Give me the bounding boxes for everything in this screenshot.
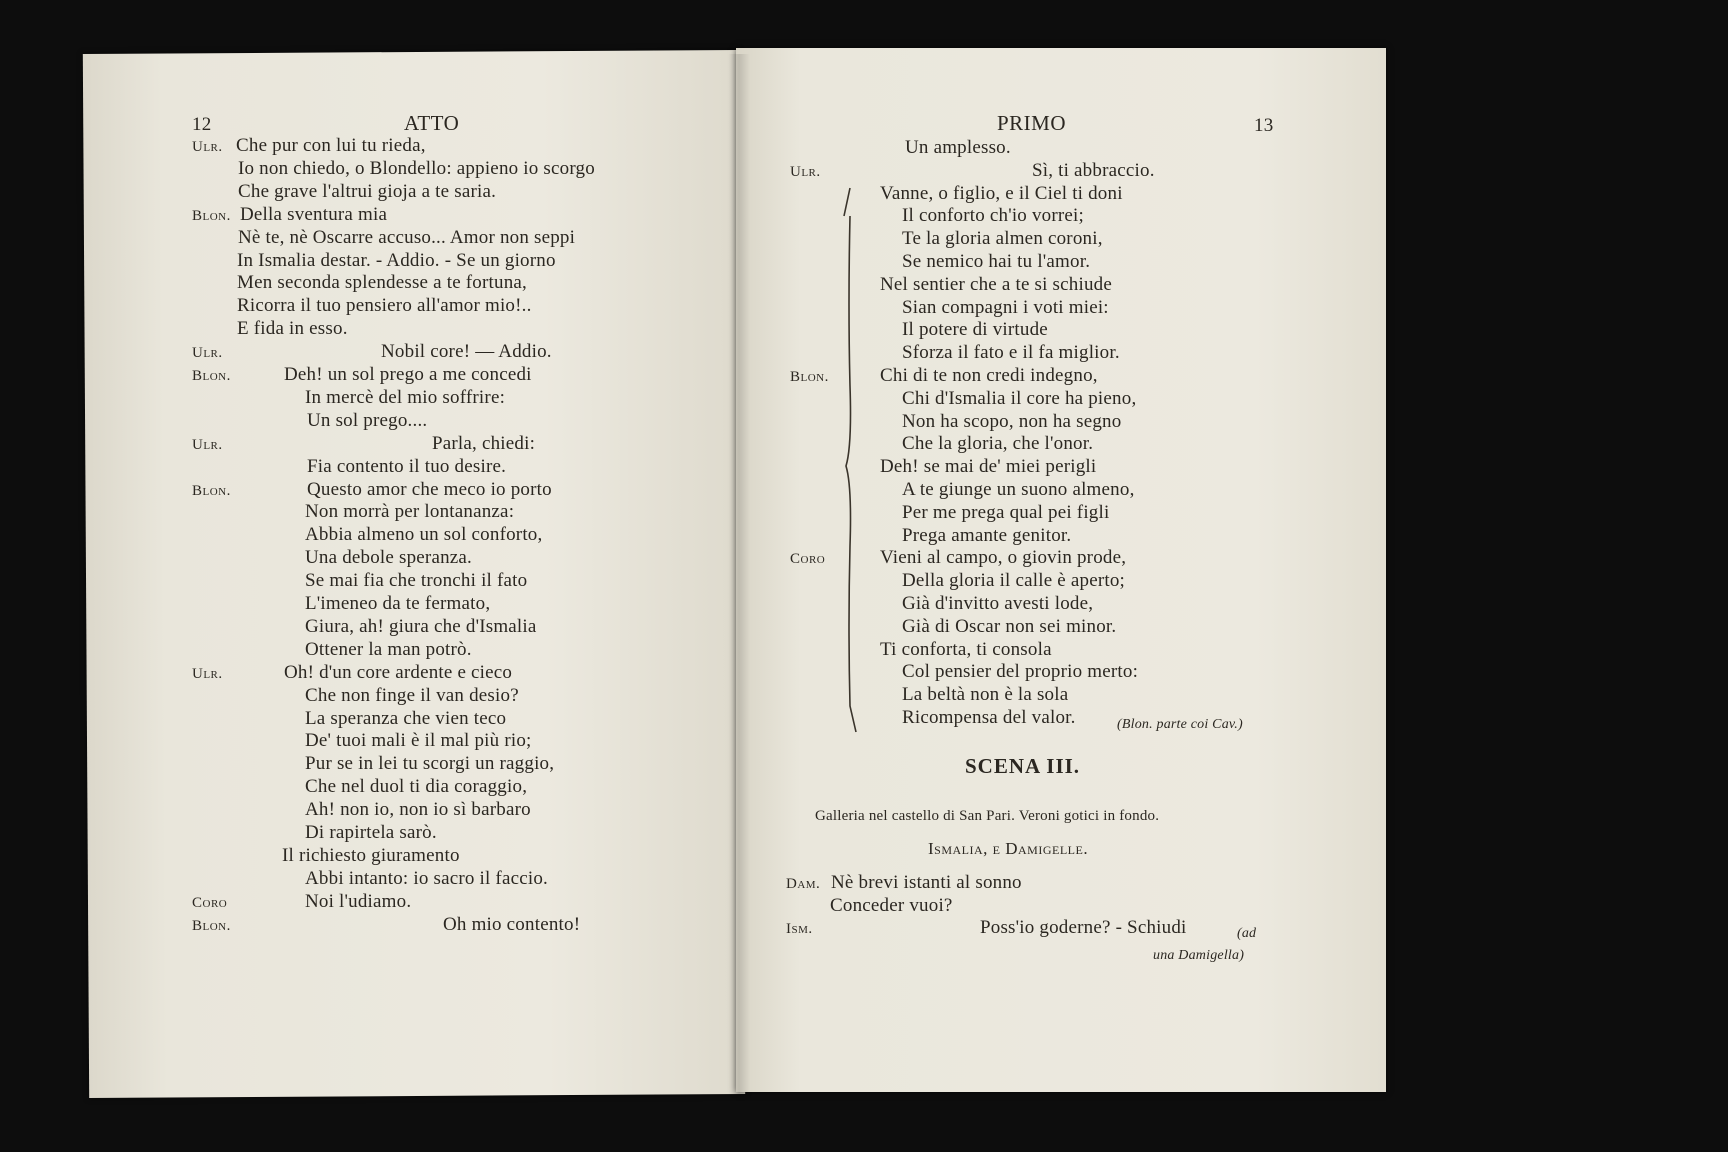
verse-line: Deh! un sol prego a me concedi [284, 364, 532, 385]
verse-line: Il conforto ch'io vorrei; [902, 205, 1085, 227]
scene-description: Galleria nel castello di San Pari. Veroni gotici in fondo. [815, 808, 1160, 824]
verse-line: La beltà non è la sola [902, 684, 1069, 706]
speaker-label: Ulr. [192, 345, 223, 362]
verse-line: Un sol prego.... [307, 409, 428, 431]
book-gutter [728, 54, 750, 1094]
stage-direction-ad: (ad [1237, 926, 1257, 941]
verse-line: Oh mio contento! [443, 913, 581, 935]
verse-line: La speranza che vien teco [305, 707, 507, 729]
verse-line: Il richiesto giuramento [282, 844, 460, 866]
scene-characters: Ismalia, e Damigelle. [928, 839, 1089, 858]
verse-line: Nè te, nè Oscarre accuso... Amor non seppi [238, 226, 576, 248]
verse-line: L'imeneo da te fermato, [305, 593, 491, 614]
verse-line: Della sventura mia [240, 203, 388, 225]
speaker-label: Ulr. [790, 163, 821, 180]
verse-line: Chi di te non credi indegno, [880, 365, 1098, 386]
verse-line: Giura, ah! giura che d'Ismalia [305, 615, 537, 637]
verse-line: A te giunge un suono almeno, [902, 479, 1135, 500]
speaker-label: Blon. [192, 482, 231, 499]
verse-line: In mercè del mio soffrire: [305, 386, 506, 408]
verse-line: Abbi intanto: io sacro il faccio. [305, 867, 548, 889]
verse-line: Il potere di virtude [902, 319, 1048, 341]
verse-line: Nobil core! — Addio. [381, 341, 552, 363]
verse-line: Deh! se mai de' miei perigli [880, 456, 1097, 478]
verse-line: E fida in esso. [237, 318, 348, 340]
verse-line: De' tuoi mali è il mal più rio; [305, 730, 532, 752]
speaker-label: Ulr. [192, 436, 223, 453]
verse-line: Sforza il fato e il fa miglior. [902, 342, 1120, 364]
verse-line: Col pensier del proprio merto: [902, 661, 1139, 683]
speaker-label: Blon. [192, 207, 231, 224]
chorus-brace [840, 186, 860, 736]
verse-line: Questo amor che meco io porto [307, 478, 552, 500]
verse-line: Te la gloria almen coroni, [902, 228, 1103, 250]
left-page-number: 12 [192, 114, 212, 135]
verse-line: Di rapirtela sarò. [305, 822, 437, 843]
right-running-head: PRIMO [997, 111, 1067, 135]
verse-line: Che non finge il van desio? [305, 684, 519, 706]
speaker-label: Blon. [192, 368, 231, 384]
left-running-head: ATTO [404, 111, 460, 135]
verse-line: Vieni al campo, o giovin prode, [880, 547, 1127, 569]
verse-line: Chi d'Ismalia il core ha pieno, [902, 387, 1137, 409]
speaker-label: Coro [192, 894, 228, 911]
verse-line: Già d'invitto avesti lode, [902, 593, 1094, 614]
verse-line: Parla, chiedi: [432, 432, 536, 454]
verse-line: Che la gloria, che l'onor. [902, 433, 1094, 455]
verse-line: Oh! d'un core ardente e cieco [284, 661, 513, 683]
right-page-number: 13 [1254, 115, 1274, 136]
stage-direction-damigella: una Damigella) [1153, 948, 1245, 963]
verse-line: Per me prega qual pei figli [902, 501, 1110, 523]
speaker-label: Blon. [790, 369, 829, 385]
verse-line: Una debole speranza. [305, 547, 473, 569]
verse-line: Non ha scopo, non ha segno [902, 410, 1122, 432]
verse-line: Nel sentier che a te si schiude [880, 273, 1113, 295]
verse-line: Sì, ti abbraccio. [1032, 159, 1155, 181]
verse-line: Abbia almeno un sol conforto, [305, 524, 543, 546]
speaker-label: Coro [790, 551, 826, 568]
verse-line: Io non chiedo, o Blondello: appieno io scorgo [238, 157, 595, 179]
verse-line: In Ismalia destar. - Addio. - Se un giorno [237, 249, 556, 271]
verse-line: Men seconda splendesse a te fortuna, [237, 272, 527, 294]
verse-line: Della gloria il calle è aperto; [902, 570, 1126, 592]
verse-line: Sian compagni i voti miei: [902, 296, 1109, 318]
verse-line: Se mai fia che tronchi il fato [305, 570, 528, 592]
verse-line: Prega amante genitor. [902, 524, 1072, 546]
verse-line: Ottener la man potrò. [305, 638, 472, 660]
stage-direction-exit: (Blon. parte coi Cav.) [1117, 717, 1243, 732]
speaker-label: Ulr. [192, 139, 223, 155]
verse-line: Conceder vuoi? [830, 894, 953, 916]
verse-line: Che nel duol ti dia coraggio, [305, 776, 528, 798]
verse-line: Poss'io goderne? - Schiudi [980, 917, 1187, 938]
speaker-label: Ulr. [192, 665, 223, 682]
verse-line: Se nemico hai tu l'amor. [902, 251, 1091, 272]
verse-line: Che grave l'altrui gioja a te saria. [238, 180, 497, 202]
verse-line: Ah! non io, non io sì barbaro [305, 799, 531, 821]
verse-line: Noi l'udiamo. [305, 890, 412, 912]
scene-title: SCENA III. [965, 754, 1081, 778]
verse-line: Nè brevi istanti al sonno [831, 872, 1022, 893]
speaker-label: Dam. [786, 876, 821, 892]
verse-line: Già di Oscar non sei minor. [902, 615, 1117, 637]
verse-line: Non morrà per lontananza: [305, 501, 515, 523]
verse-line: Un amplesso. [905, 137, 1011, 158]
verse-line: Vanne, o figlio, e il Ciel ti doni [880, 182, 1123, 204]
verse-line: Ti conforta, ti consola [880, 638, 1052, 660]
speaker-label: Blon. [192, 917, 231, 934]
speaker-label: Ism. [786, 921, 813, 937]
verse-line: Ricorra il tuo pensiero all'amor mio!.. [237, 295, 532, 317]
verse-line: Fia contento il tuo desire. [307, 455, 507, 477]
verse-line: Che pur con lui tu rieda, [236, 135, 426, 156]
verse-line: Ricompensa del valor. [902, 707, 1076, 728]
verse-line: Pur se in lei tu scorgi un raggio, [305, 753, 555, 775]
